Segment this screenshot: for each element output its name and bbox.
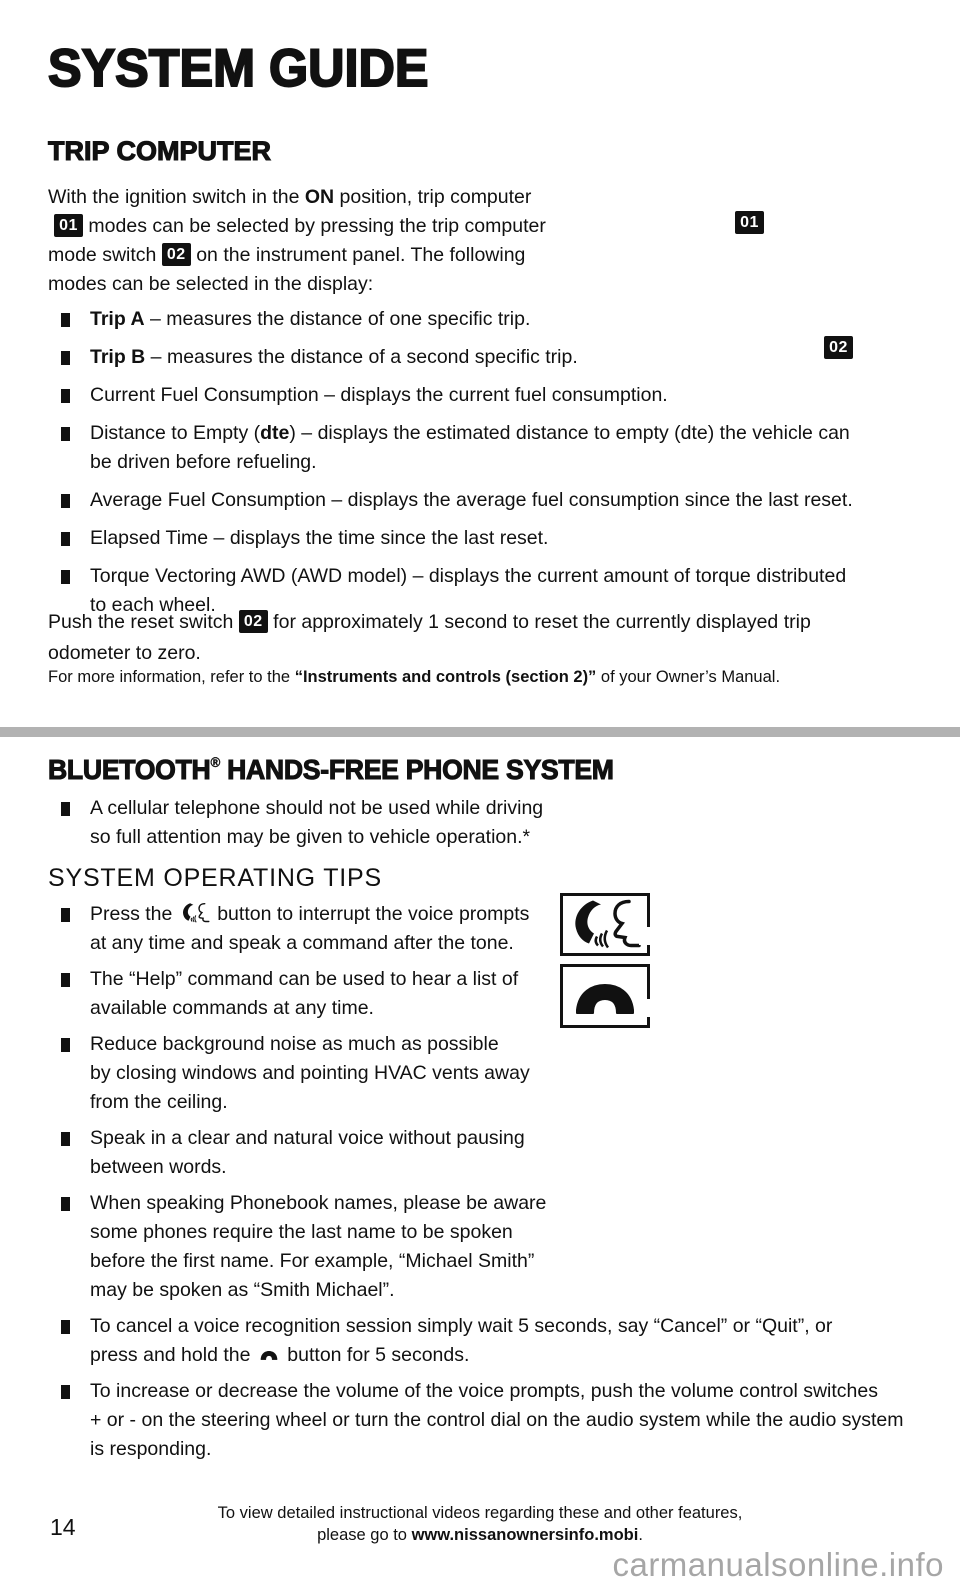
bold-text: Trip B [90, 346, 146, 368]
text: please go to [317, 1525, 412, 1544]
hang-up-icon [563, 967, 647, 1025]
text: – measures the distance of one specific trip. [144, 308, 531, 330]
text: Torque Vectoring AWD (AWD model) – displays the current amount of torque distributed [90, 565, 847, 587]
subheading-system-operating-tips: SYSTEM OPERATING TIPS [48, 864, 382, 892]
text: Elapsed Time – displays the time since the last reset. [90, 527, 549, 549]
text: by closing windows and pointing HVAC vents away [90, 1062, 530, 1084]
bold-text: ON [304, 186, 335, 208]
bluetooth-intro-bullet [48, 794, 748, 861]
text: Distance to Empty ( [90, 422, 261, 444]
text: + or - on the steering wheel or turn the control dial on the audio system while the audio system [90, 1409, 904, 1431]
text: on the instrument panel. The following [190, 244, 526, 266]
list-item [48, 381, 948, 410]
text: When speaking Phonebook names, please be aware [90, 1192, 547, 1214]
callout-tag-02: 02 [162, 243, 191, 266]
bullet-square-icon [61, 427, 70, 441]
trip-computer-bullet-list [48, 305, 948, 629]
text: may be spoken as “Smith Michael”. [90, 1279, 395, 1301]
text: – measures the distance of a second specific trip. [145, 346, 578, 368]
text: button to interrupt the voice prompts [211, 903, 530, 925]
registered-mark: ® [210, 754, 220, 770]
bullet-square-icon [61, 802, 70, 816]
text: To increase or decrease the volume of the voice prompts, push the volume control switches [90, 1380, 878, 1402]
list-item [48, 343, 948, 372]
trip-computer-intro [48, 183, 546, 299]
text: is responding. [90, 1438, 212, 1460]
bullet-square-icon [61, 1038, 70, 1052]
page-number: 14 [50, 1514, 76, 1540]
bullet-square-icon [61, 389, 70, 403]
text: for approximately 1 second to reset the currently displayed trip [267, 611, 811, 633]
text: BLUETOOTH [48, 754, 211, 785]
text: Press the [90, 903, 178, 925]
bold-text: dte [260, 422, 290, 444]
text: Speak in a clear and natural voice without pausing [90, 1127, 525, 1149]
text: press and hold the [90, 1344, 256, 1366]
bullet-square-icon [61, 1132, 70, 1146]
list-item [48, 524, 948, 553]
text: of your Owner’s Manual. [596, 668, 781, 686]
bold-text: “Instruments and controls (section 2)” [294, 668, 597, 686]
intro-line-2 [48, 212, 546, 241]
text: With the ignition switch in the [48, 186, 305, 208]
figure-callout-tag-02: 02 [824, 336, 853, 359]
text: A cellular telephone should not be used while driving [90, 797, 544, 819]
intro-line-4: modes can be selected in the display: [48, 273, 374, 295]
voice-command-button-figure [560, 893, 650, 956]
text: The “Help” command can be used to hear a list of [90, 968, 519, 990]
list-item [48, 900, 948, 958]
text: some phones require the last name to be spoken [90, 1221, 513, 1243]
text: from the ceiling. [90, 1091, 228, 1113]
hang-up-icon [256, 1347, 282, 1362]
text: Current Fuel Consumption – displays the current fuel consumption. [90, 384, 668, 406]
intro-line-1 [48, 183, 546, 212]
callout-tag-02: 02 [239, 610, 268, 633]
bullet-square-icon [61, 532, 70, 546]
hang-up-button-figure [560, 964, 650, 1028]
frame-notch [639, 927, 651, 945]
text: to each wheel. [90, 594, 216, 616]
text: before the first name. For example, “Michael Smith” [90, 1250, 535, 1272]
text: Push the reset switch [48, 611, 239, 633]
list-item [48, 1124, 948, 1182]
list-item [48, 965, 948, 1023]
intro-line-3 [48, 241, 546, 270]
section-heading-trip-computer: TRIP COMPUTER [48, 136, 272, 166]
bullet-square-icon [61, 908, 70, 922]
text: Average Fuel Consumption – displays the average fuel consumption since the last reset. [90, 489, 853, 511]
bullet-square-icon [61, 494, 70, 508]
footer-url: www.nissanownersinfo.mobi [411, 1525, 639, 1544]
text: ) – displays the estimated distance to empty (dte) the vehicle can [289, 422, 850, 444]
voice-command-icon [563, 896, 647, 953]
reset-switch-paragraph [48, 607, 811, 669]
figure-callout-tag-01: 01 [735, 211, 764, 234]
text: For more information, refer to the [48, 668, 295, 686]
text: . [638, 1525, 643, 1544]
footer [0, 1503, 960, 1546]
footer-line-1: To view detailed instructional videos regarding these and other features, [217, 1504, 743, 1522]
list-item [48, 1189, 948, 1305]
bullet-square-icon [61, 570, 70, 584]
bullet-square-icon [61, 973, 70, 987]
list-item [48, 419, 948, 477]
bullet-square-icon [61, 313, 70, 327]
footer-line-2 [0, 1525, 960, 1547]
text: so full attention may be given to vehicle operation.* [90, 826, 531, 848]
text: Reduce background noise as much as possible [90, 1033, 499, 1055]
text: modes can be selected by pressing the trip computer [83, 215, 546, 237]
bold-text: Trip A [90, 308, 145, 330]
list-item [48, 1312, 948, 1370]
text: position, trip computer [334, 186, 532, 208]
list-item [48, 1377, 948, 1464]
bullet-square-icon [61, 1385, 70, 1399]
text: To cancel a voice recognition session simply wait 5 seconds, say “Cancel” or “Quit”, or [90, 1315, 833, 1337]
text: button for 5 seconds. [281, 1344, 470, 1366]
text: odometer to zero. [48, 642, 201, 664]
frame-notch [639, 999, 651, 1017]
watermark: carmanualsonline.info [612, 1546, 944, 1583]
bullet-square-icon [61, 1320, 70, 1334]
reference-note [48, 668, 780, 687]
page-title: SYSTEM GUIDE [48, 39, 429, 98]
callout-tag-01: 01 [54, 214, 83, 237]
text: HANDS-FREE PHONE SYSTEM [219, 754, 614, 785]
text: at any time and speak a command after the tone. [90, 932, 514, 954]
section-heading-bluetooth [48, 754, 614, 786]
text: mode switch [48, 244, 162, 266]
list-item [48, 1030, 948, 1117]
bullet-square-icon [61, 1197, 70, 1211]
voice-command-icon [178, 900, 212, 926]
text: between words. [90, 1156, 227, 1178]
text: available commands at any time. [90, 997, 374, 1019]
list-item [48, 305, 948, 334]
list-item [48, 486, 948, 515]
bullet-square-icon [61, 351, 70, 365]
operating-tips-bullet-list [48, 900, 948, 1471]
text: be driven before refueling. [90, 451, 317, 473]
section-divider [0, 727, 960, 737]
